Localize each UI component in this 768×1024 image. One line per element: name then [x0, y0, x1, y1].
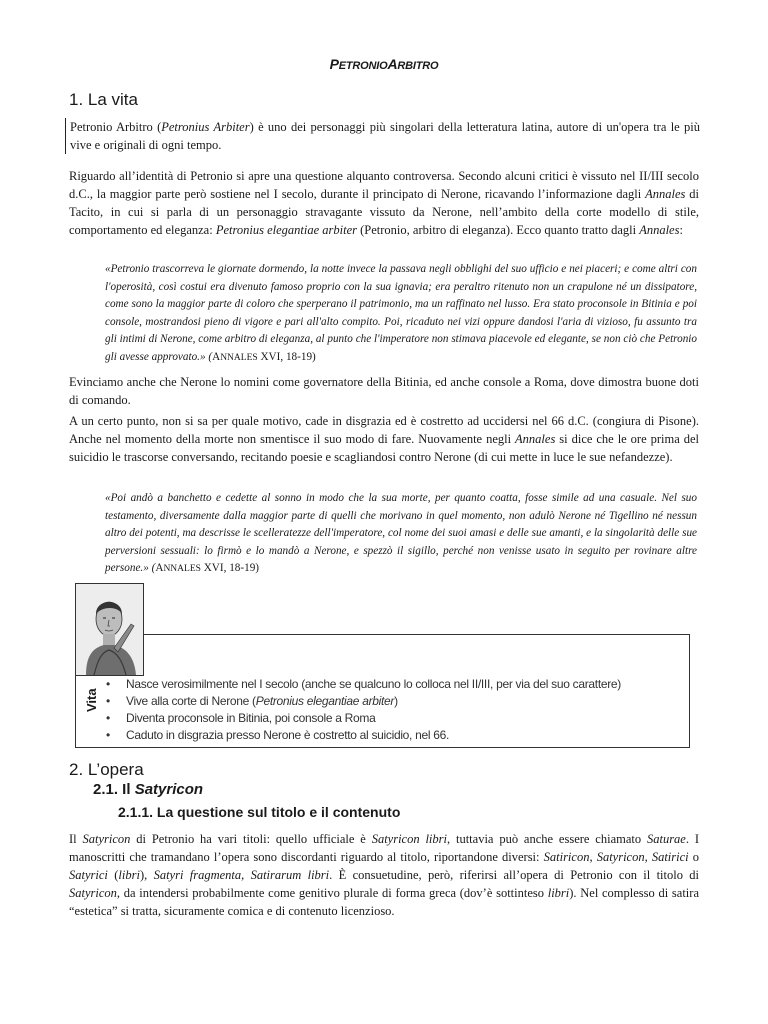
- death-paragraph: A un certo punto, non si sa per quale motivo, cade in disgrazia ed è costretto ad uccidersi nel 66 d.C. (congiura di Pisone). Anche nel momento della morte non smentisce il suo modo di fare. Nuovamente negli Annales si dice che le ore prima del suicidio le trascorse conversando, recitando poesie e scagliandosi contro Nerone (di cui mette in luce le sue nefandezze).: [69, 414, 700, 464]
- petronio-portrait-image: [75, 583, 144, 676]
- vita-list-item: • Nasce verosimilmente nel I secolo (anche se qualcuno lo colloca nel II/III, per via del suo carattere): [106, 676, 621, 693]
- bitinia-paragraph: Evinciamo anche che Nerone lo nomini come governatore della Bitinia, ed anche console a Roma, dove dimostra buone doti di comando.: [69, 375, 699, 407]
- intro-paragraph: Petronio Arbitro (Petronius Arbiter) è uno dei personaggi più singolari della letteratura latina, autore di un'opera tra le più vive e originali di ogni tempo.: [65, 118, 700, 154]
- section-heading-la-vita: 1. La vita: [69, 90, 138, 109]
- vita-list-item: • Caduto in disgrazia presso Nerone è costretto al suicidio, nel 66.: [106, 727, 621, 744]
- document-title: PETRONIOARBITRO: [329, 56, 439, 72]
- bust-portrait-icon: [76, 584, 143, 675]
- vita-label: Vita: [84, 688, 99, 712]
- vita-list: [106, 676, 621, 744]
- satyricon-paragraph: Il Satyricon di Petronio ha vari titoli: quello ufficiale è Satyricon libri, tuttavia può anche essere chiamato Saturae. I manoscritti che tramandano l’opera sono discordanti riguardo al titolo, riportandone diversi: Satiricon, Satyricon, Satirici o Satyrici (libri), Satyri fragmenta, Satirarum libri. È consuetudine, però, riferirsi all’opera di Petronio con il titolo di Satyricon, da intendersi probabilmente come genitivo plurale di forma greca (dov’è sottinteso libri). Nel complesso di satira “estetica” si tratta, sicuramente comica e di contenuto licenzioso.: [69, 832, 700, 918]
- vita-list-item: • Diventa proconsole in Bitinia, poi console a Roma: [106, 710, 621, 727]
- section-heading-opera: 2. L’opera: [69, 760, 144, 779]
- subsubsection-heading-titolo: 2.1.1. La questione sul titolo e il contenuto: [118, 804, 401, 820]
- annales-quote-1: «Petronio trascorreva le giornate dormendo, la notte invece la passava negli obblighi del suo ufficio e nei piaceri; e come altri con l'operosità, così costui era divenuto famoso proprio con la sua ignavia; era peraltro ritenuto non un crapulone né un dissipatore, come sono la maggior parte di coloro che sperperano il patrimonio, ma un raffinato nel lusso. Era stato proconsole in Bitinia e poi console, mostrandosi pieno di vigore e pari all'alto compito. Poi, ricaduto nei vizi oppure dandosi l'aria di vizioso, fu assunto tra gli intimi di Nerone, come arbitro di eleganza, al punto che l'imperatore non stimava piacevole ed elegante, se non ciò che Petronio gli avesse approvato.» (ANNALES XVI, 18-19): [105, 263, 697, 363]
- identity-paragraph: Riguardo all’identità di Petronio si apre una questione alquanto controversa. Secondo alcuni critici è vissuto nel II/III secolo d.C., la maggior parte però sostiene nel I secolo, durante il principato di Nerone, ricavando l’informazione dagli Annales di Tacito, in cui si parla di un personaggio stravagante vissuto da Nerone, nell’ambito della corte modello di stile, comportamento ed eleganza: Petronius elegantiae arbiter (Petronio, arbitro di eleganza). Ecco quanto tratto dagli Annales:: [69, 169, 699, 237]
- annales-quote-2: «Poi andò a banchetto e cedette al sonno in modo che la sua morte, per quanto coatta, fosse simile ad una casuale. Nel suo testamento, diversamente dalla maggior parte di quelli che morivano in quel momento, non adulò Nerone né Tigellino né nessun altro dei potenti, ma descrisse le scelleratezze dell'imperatore, col nome dei suoi amasi e delle sue amanti, e la singolarità delle sue perversioni sessuali: lo firmò e lo mandò a Nerone, e spezzò il sigillo, perché non venisse usato in seguito per rovinare altre persone.» (ANNALES XVI, 18-19): [105, 492, 697, 574]
- vita-list-item: • Vive alla corte di Nerone (Petronius elegantiae arbiter): [106, 693, 621, 710]
- subsection-heading-satyricon: 2.1. Il Satyricon: [93, 781, 204, 798]
